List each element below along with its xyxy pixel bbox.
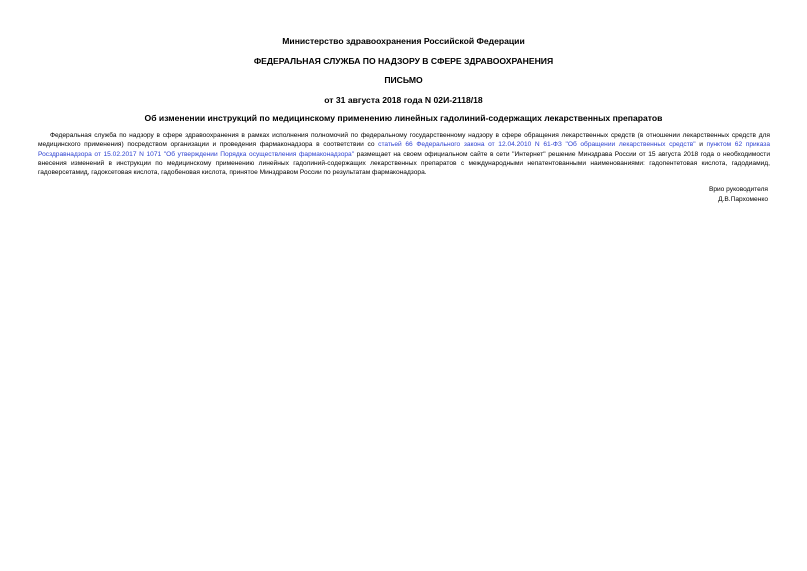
signatory-name: Д.В.Пархоменко (718, 196, 768, 203)
document-date-number: от 31 августа 2018 года N 02И-2118/18 (324, 95, 483, 105)
document-subject: Об изменении инструкций по медицинскому применению линейных гадолиний-содержащих лекарственных препаратов (144, 113, 663, 123)
body-text-part3: размещает на своем официальном сайте в сети "Интернет" решение Минздрава России от 15 августа 2018 года о необходимости внесения изменений в инструкции по медицинскому применению линейных гадолиний-содержащих лекарственных препаратов с международными непатентованными наименованиями: гадопентетовая кислота, гадодиамид, гадоверсетамид, гадоксетовая кислота, гадобеновая кислота, принятое Минздравом России по результатам фармаконадзора. (38, 150, 771, 177)
document-type: ПИСЬМО (384, 75, 423, 85)
body-text-part2: и (695, 141, 707, 149)
letter-body (38, 131, 770, 177)
signatory-title: Врио руководителя (708, 186, 768, 193)
service-heading: ФЕДЕРАЛЬНАЯ СЛУЖБА ПО НАДЗОРУ В СФЕРЕ ЗДРАВООХРАНЕНИЯ (253, 56, 554, 66)
law-article-link[interactable]: статьей 66 Федерального закона от 12.04.2010 N 61-ФЗ "Об обращении лекарственных средств" (378, 141, 696, 149)
ministry-heading: Министерство здравоохранения Российской Федерации (282, 36, 525, 46)
body-text-part1: Федеральная служба по надзору в сфере здравоохранения в рамках исполнения полномочий по федеральному государственному надзору в сфере обращения лекарственных средств (в отношении лекарственных средств для медицинского применения) посредством организации и проведения фармаконадзора в соответствии со (38, 132, 770, 149)
order-item-link[interactable]: пунктом 62 приказа Росздравнадзора от 15.02.2017 N 1071 "Об утверждении Порядка осуществления фармаконадзора" (38, 141, 770, 158)
